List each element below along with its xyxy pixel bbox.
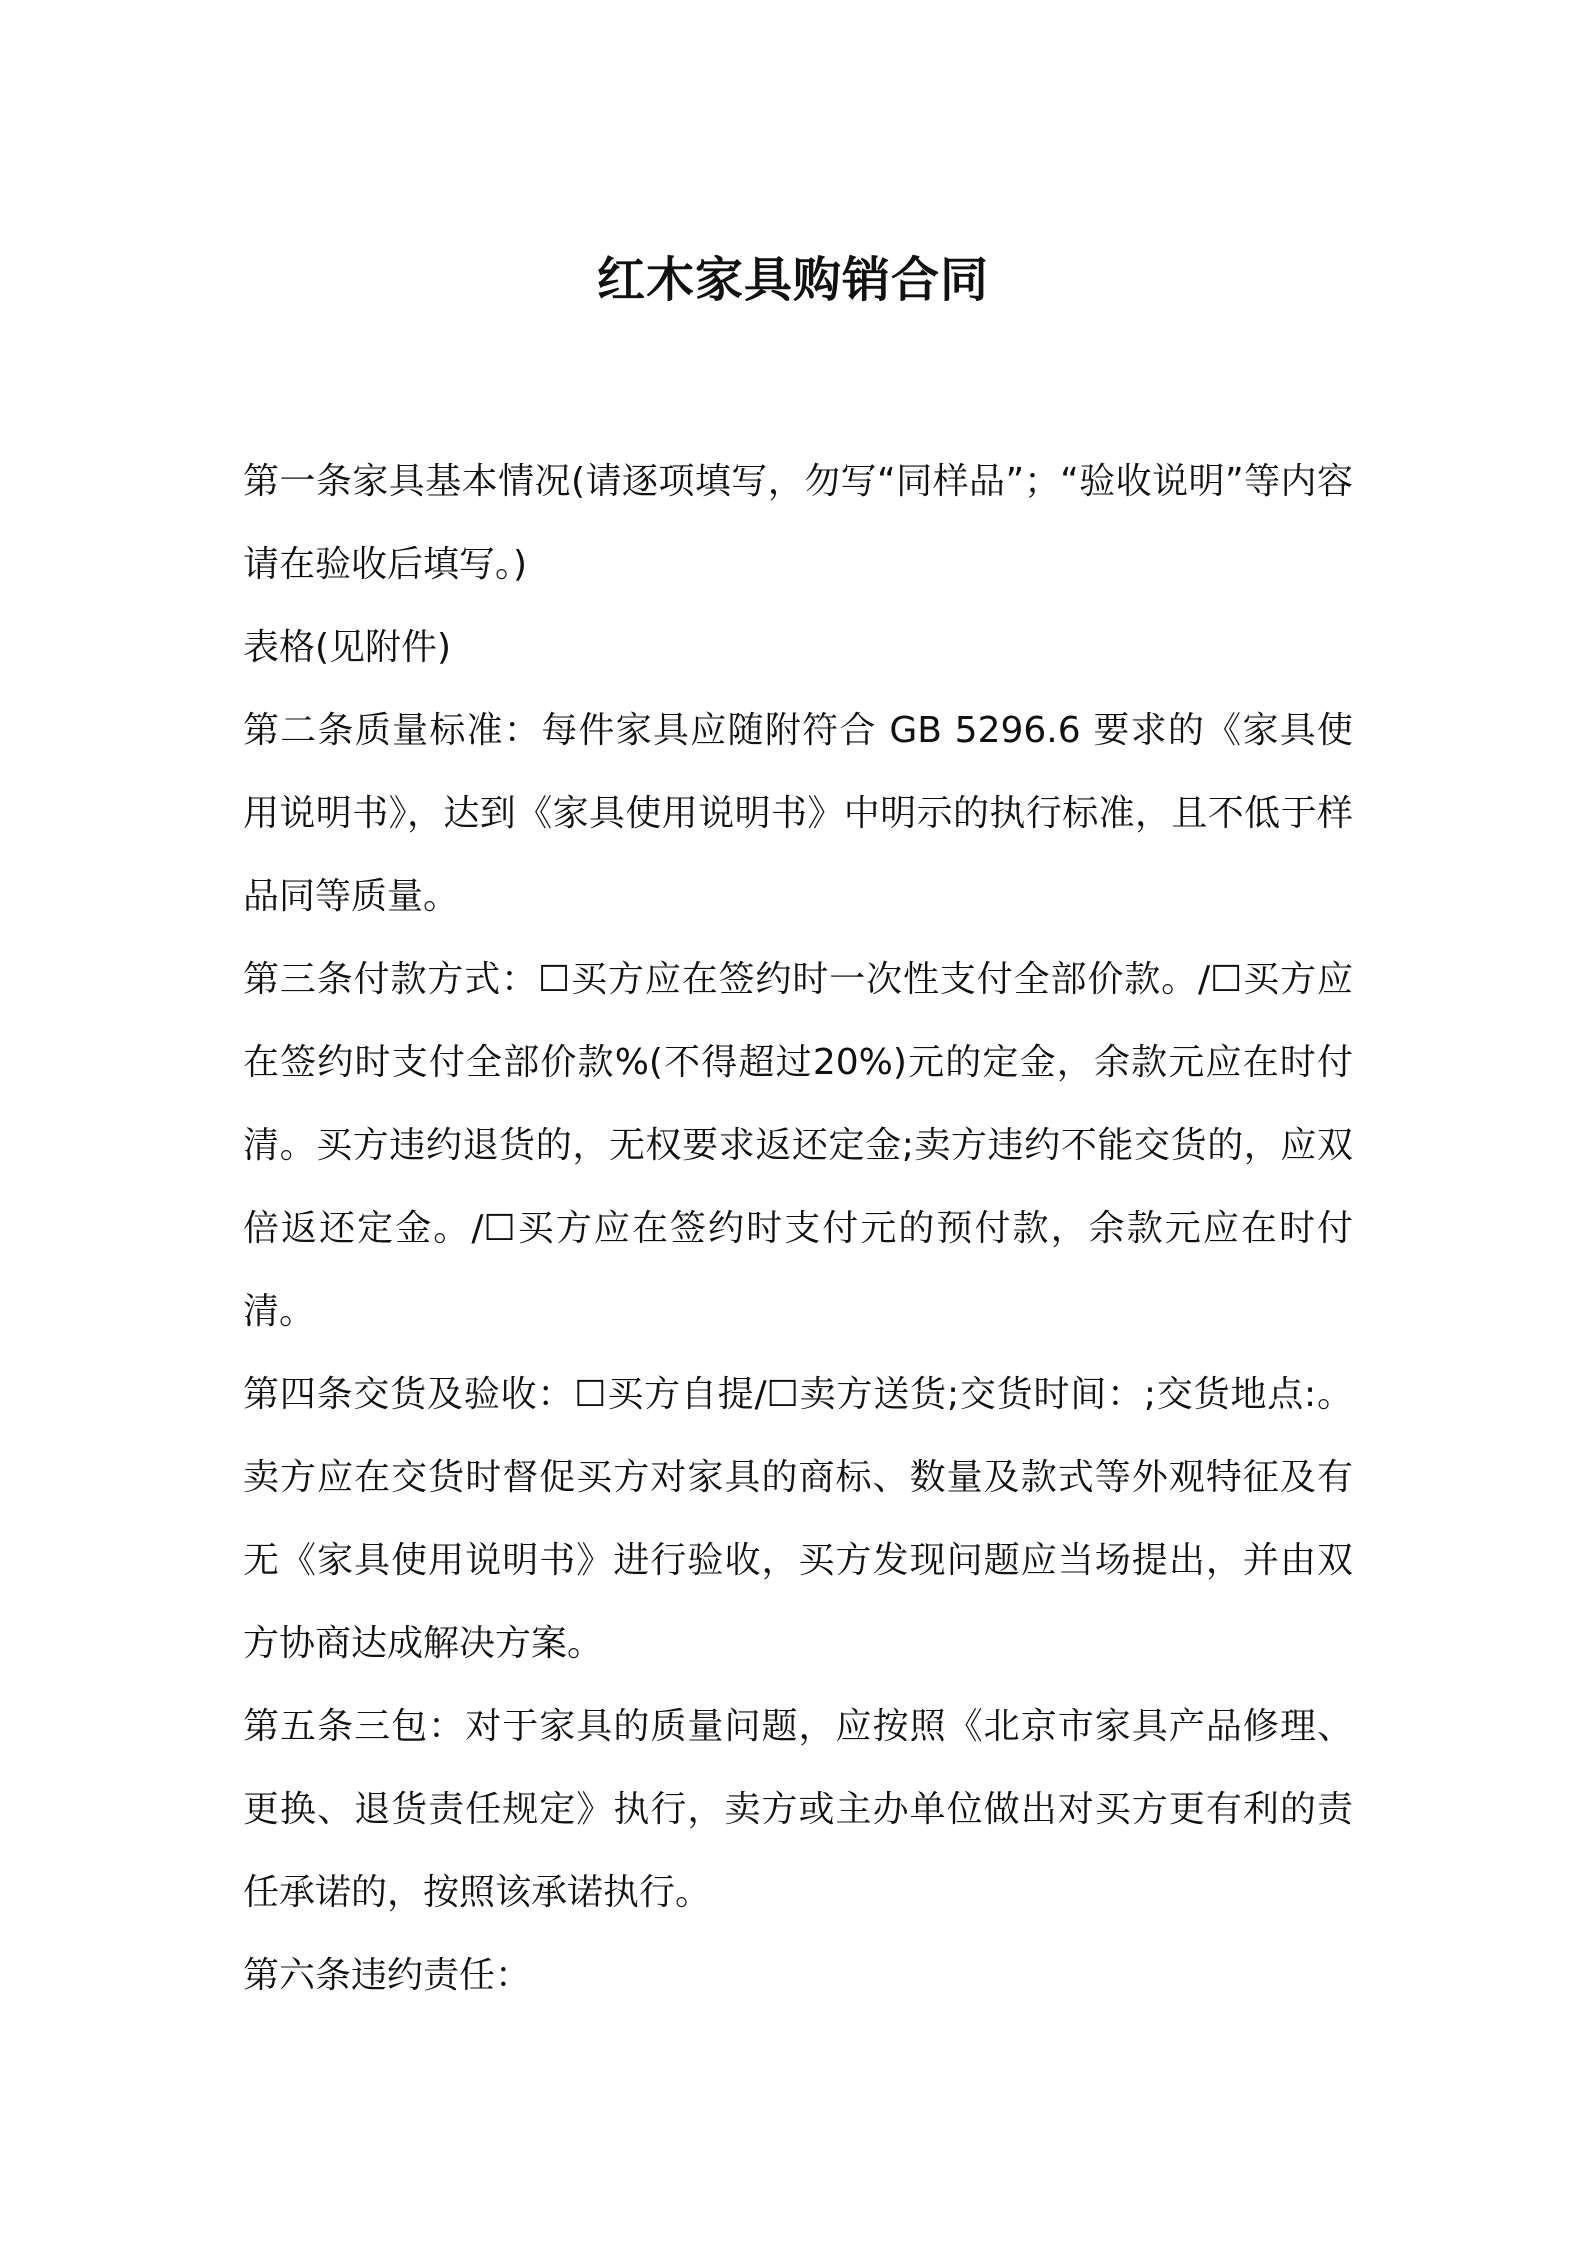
article-6-liability: 第六条违约责任： <box>243 1955 532 1996</box>
article-2-quality-standard: 第二条质量标准：每件家具应随附符合 GB 5296.6 要求的《家具使用说明书》，达到《家具使用说明书》中明示的执行标准，且不低于样品同等质量。 <box>243 710 1353 917</box>
article-1-basic-info: 第一条家具基本情况(请逐项填写，勿写“同样品”；“验收说明”等内容请在验收后填写。) <box>243 461 1353 585</box>
article-5-three-guarantees: 第五条三包：对于家具的质量问题，应按照《北京市家具产品修理、更换、退货责任规定》执行，卖方或主办单位做出对买方更有利的责任承诺的，按照该承诺执行。 <box>243 1706 1353 1913</box>
article-4-delivery-acceptance: 第四条交货及验收：☐买方自提/☐卖方送货;交货时间：;交货地点:。卖方应在交货时督促买方对家具的商标、数量及款式等外观特征及有无《家具使用说明书》进行验收，买方发现问题应当场提出，并由双方协商达成解决方案。 <box>243 1374 1353 1664</box>
article-3-payment-method: 第三条付款方式：☐买方应在签约时一次性支付全部价款。/☐买方应在签约时支付全部价款%(不得超过20%)元的定金，余款元应在时付清。买方违约退货的，无权要求返还定金;卖方违约不能交货的，应双倍返还定金。/☐买方应在签约时支付元的预付款，余款元应在时付清。 <box>243 959 1353 1332</box>
document-title: 红木家具购销合同 <box>596 252 989 309</box>
document-body <box>243 440 1353 2017</box>
attachment-table-note: 表格(见附件) <box>243 627 452 668</box>
